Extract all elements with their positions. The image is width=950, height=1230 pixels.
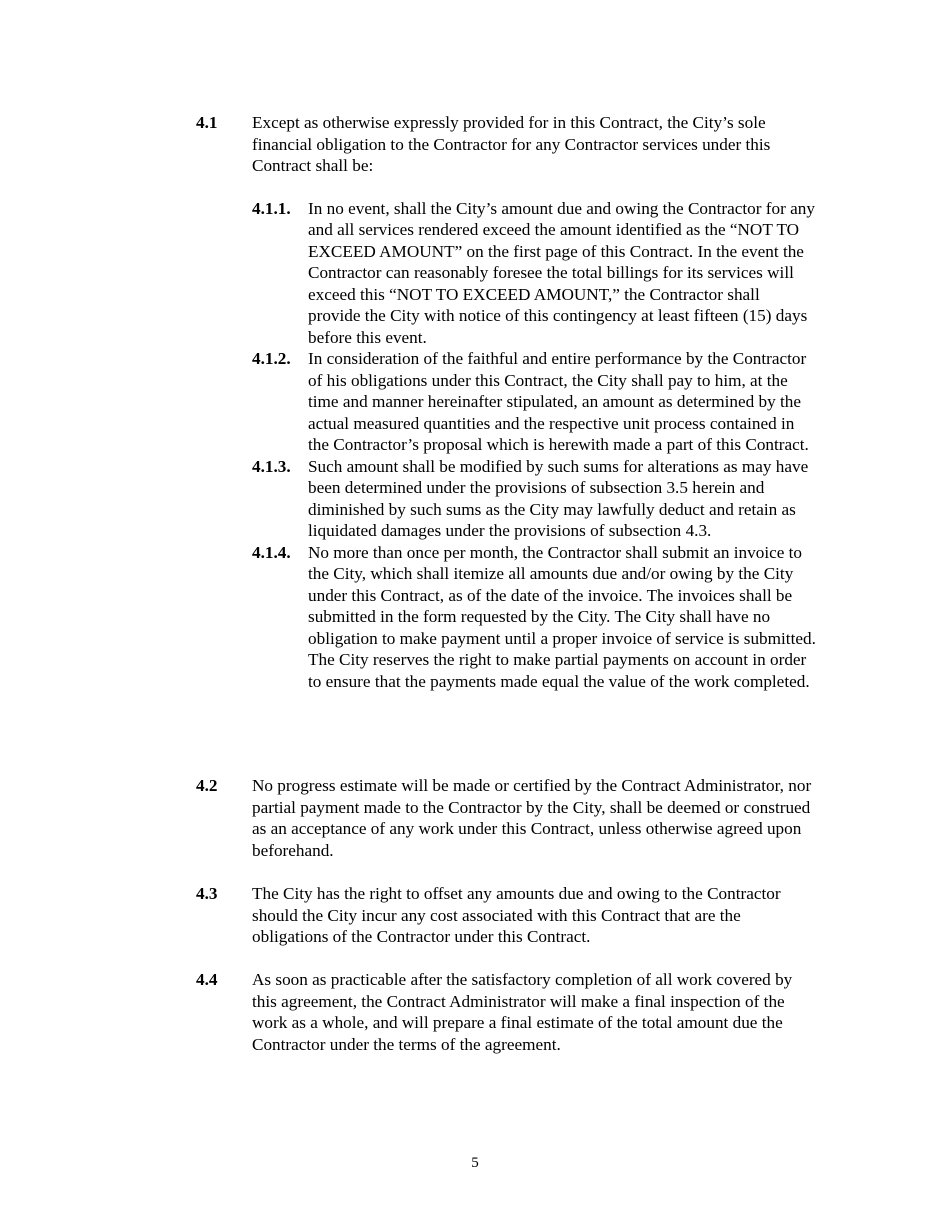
section-number: 4.1 (196, 113, 218, 132)
section-text: As soon as practicable after the satisfactory completion of all work covered by this agreement, the Contract Administrator will make a final inspection of the work as a whole, and will prepare a final estimate of the total amount due the Contractor under the terms of the agreement. (252, 970, 793, 1054)
section-4-1 (196, 112, 816, 692)
subsection-text: No more than once per month, the Contractor shall submit an invoice to the City, which shall itemize all amounts due and/or owing by the City under this Contract, as of the date of the invoice. The invoices shall be submitted in the form requested by the City. The City shall have no obligation to make payment until a proper invoice of service is submitted. The City reserves the right to make partial payments on account in order to ensure that the payments made equal the value of the work completed. (308, 542, 816, 691)
section-text: No progress estimate will be made or certified by the Contract Administrator, nor partial payment made to the Contractor by the City, shall be deemed or construed as an acceptance of any work under this Contract, unless otherwise agreed upon beforehand. (252, 776, 812, 860)
subsection-number: 4.1.2. (252, 349, 291, 368)
section-text: The City has the right to offset any amounts due and owing to the Contractor should the City incur any cost associated with this Contract that are the obligations of the Contractor under this Contract. (252, 884, 781, 946)
section-4-4 (196, 969, 816, 1055)
subsection-4-1-3 (252, 456, 816, 542)
subsection-number: 4.1.4. (252, 542, 291, 562)
subsection-4-1-2 (252, 348, 816, 456)
section-number: 4.2 (196, 776, 218, 795)
subsection-4-1-4 (252, 542, 816, 693)
subsection-text: In consideration of the faithful and entire performance by the Contractor of his obligations under this Contract, the City shall pay to him, at the time and manner hereinafter stipulated, an amount as determined by the actual measured quantities and the respective unit process contained in the Contractor’s proposal which is herewith made a part of this Contract. (308, 349, 809, 454)
section-4-2 (196, 775, 816, 861)
subsection-number: 4.1.3. (252, 456, 291, 476)
subsection-text: Such amount shall be modified by such sums for alterations as may have been determined under the provisions of subsection 3.5 herein and diminished by such sums as the City may lawfully deduct and retain as liquidated damages under the provisions of subsection 4.3. (308, 456, 809, 540)
section-4-3 (196, 883, 816, 948)
section-number: 4.3 (196, 884, 218, 903)
subsection-text: In no event, shall the City’s amount due and owing the Contractor for any and all services rendered exceed the amount identified as the “NOT TO EXCEED AMOUNT” on the first page of this Contract. In the event the Contractor can reasonably foresee the total billings for its services will exceed this “NOT TO EXCEED AMOUNT,” the Contractor shall provide the City with notice of this contingency at least fifteen (15) days before this event. (308, 198, 815, 347)
section-text: Except as otherwise expressly provided for in this Contract, the City’s sole financial obligation to the Contractor for any Contractor services under this Contract shall be: (252, 113, 771, 175)
subsection-number: 4.1.1. (252, 198, 291, 218)
page-number: 5 (471, 1155, 479, 1171)
subsection-4-1-1 (252, 198, 816, 349)
section-number: 4.4 (196, 970, 218, 989)
